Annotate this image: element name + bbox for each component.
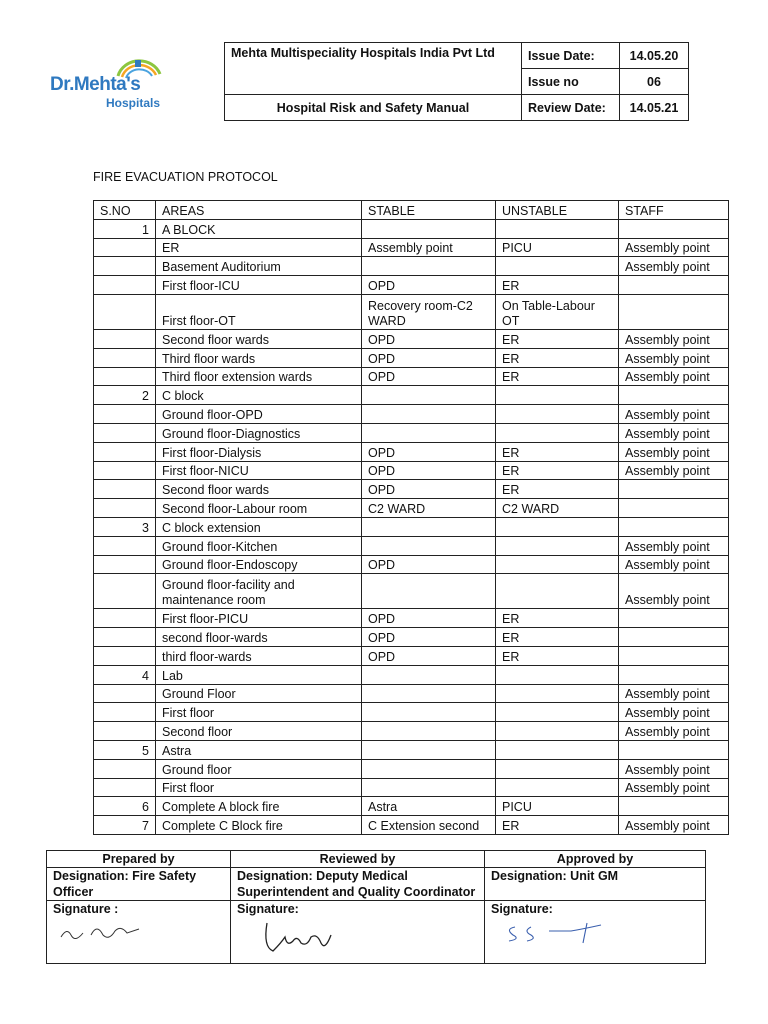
signature-scribble-1 xyxy=(53,917,153,947)
cell-stable xyxy=(362,257,496,276)
cell-staff xyxy=(619,386,729,405)
issue-no-label: Issue no xyxy=(522,69,620,95)
cell-area: Third floor wards xyxy=(156,348,362,367)
cell-staff xyxy=(619,665,729,684)
cell-unstable xyxy=(496,405,619,424)
approved-by-heading: Approved by xyxy=(485,851,706,868)
cell-area: First floor-OT xyxy=(156,294,362,329)
issue-no-value: 06 xyxy=(620,69,689,95)
cell-sno xyxy=(94,367,156,386)
col-header-sno: S.NO xyxy=(94,201,156,220)
cell-sno xyxy=(94,405,156,424)
cell-sno xyxy=(94,348,156,367)
cell-stable xyxy=(362,722,496,741)
col-header-unstable: UNSTABLE xyxy=(496,201,619,220)
cell-area: Astra xyxy=(156,740,362,759)
cell-unstable: ER xyxy=(496,367,619,386)
table-row xyxy=(94,740,729,759)
table-row xyxy=(94,367,729,386)
cell-stable xyxy=(362,778,496,797)
approved-signature-label: Signature: xyxy=(491,902,553,916)
table-row xyxy=(94,722,729,741)
table-row xyxy=(94,276,729,295)
cell-stable: C Extension second xyxy=(362,816,496,835)
table-row xyxy=(94,555,729,574)
cell-unstable: PICU xyxy=(496,797,619,816)
cell-area: Ground floor-facility and maintenance room xyxy=(156,574,362,609)
cell-sno: 7 xyxy=(94,816,156,835)
cell-stable xyxy=(362,665,496,684)
table-row xyxy=(94,778,729,797)
table-row xyxy=(94,348,729,367)
cell-area: First floor xyxy=(156,703,362,722)
cell-area: First floor-Dialysis xyxy=(156,442,362,461)
cell-staff: Assembly point xyxy=(619,423,729,442)
cell-area: Ground floor-Diagnostics xyxy=(156,423,362,442)
table-row xyxy=(94,684,729,703)
cell-stable: OPD xyxy=(362,461,496,480)
cell-unstable xyxy=(496,517,619,536)
cell-staff: Assembly point xyxy=(619,405,729,424)
cell-area: Second floor wards xyxy=(156,480,362,499)
cell-stable xyxy=(362,423,496,442)
cell-sno xyxy=(94,646,156,665)
prepared-designation: Designation: Fire Safety Officer xyxy=(47,868,231,901)
approved-signature-cell xyxy=(485,901,706,964)
cell-staff: Assembly point xyxy=(619,574,729,609)
cell-unstable: PICU xyxy=(496,238,619,257)
cell-staff: Assembly point xyxy=(619,536,729,555)
table-row xyxy=(94,405,729,424)
cell-stable xyxy=(362,703,496,722)
cell-unstable: ER xyxy=(496,480,619,499)
cell-unstable: C2 WARD xyxy=(496,499,619,518)
cell-staff xyxy=(619,797,729,816)
prepared-by-heading: Prepared by xyxy=(47,851,231,868)
table-row xyxy=(94,257,729,276)
approval-table xyxy=(46,850,706,964)
cell-unstable: On Table-Labour OT xyxy=(496,294,619,329)
cell-area: C block xyxy=(156,386,362,405)
cell-area: First floor-PICU xyxy=(156,609,362,628)
table-row xyxy=(94,442,729,461)
cell-staff: Assembly point xyxy=(619,238,729,257)
cell-area: Third floor extension wards xyxy=(156,367,362,386)
cell-stable: OPD xyxy=(362,348,496,367)
cell-area: Second floor wards xyxy=(156,329,362,348)
cell-staff: Assembly point xyxy=(619,257,729,276)
cell-area: ER xyxy=(156,238,362,257)
cell-sno: 6 xyxy=(94,797,156,816)
cell-staff xyxy=(619,480,729,499)
cell-sno xyxy=(94,628,156,647)
table-row xyxy=(94,294,729,329)
cell-sno: 1 xyxy=(94,219,156,238)
table-row xyxy=(94,219,729,238)
cell-area: Complete A block fire xyxy=(156,797,362,816)
table-row xyxy=(94,499,729,518)
issue-date-label: Issue Date: xyxy=(522,43,620,69)
cell-area: C block extension xyxy=(156,517,362,536)
cell-unstable xyxy=(496,722,619,741)
company-name: Mehta Multispeciality Hospitals India Pvt Ltd xyxy=(225,43,522,95)
cell-sno: 3 xyxy=(94,517,156,536)
cell-unstable: ER xyxy=(496,461,619,480)
cell-staff xyxy=(619,609,729,628)
cell-staff xyxy=(619,628,729,647)
cell-stable: OPD xyxy=(362,628,496,647)
cell-sno xyxy=(94,461,156,480)
cell-staff xyxy=(619,276,729,295)
cell-sno xyxy=(94,684,156,703)
cell-unstable xyxy=(496,778,619,797)
cell-area: First floor xyxy=(156,778,362,797)
protocol-title: FIRE EVACUATION PROTOCOL xyxy=(93,170,278,184)
cell-stable: OPD xyxy=(362,480,496,499)
cell-stable xyxy=(362,574,496,609)
cell-area: Basement Auditorium xyxy=(156,257,362,276)
cell-staff: Assembly point xyxy=(619,703,729,722)
cell-staff: Assembly point xyxy=(619,759,729,778)
table-row xyxy=(94,574,729,609)
cell-staff: Assembly point xyxy=(619,816,729,835)
table-row xyxy=(94,517,729,536)
cell-area: Ground floor-OPD xyxy=(156,405,362,424)
cell-unstable xyxy=(496,536,619,555)
table-row xyxy=(94,646,729,665)
cell-unstable: ER xyxy=(496,348,619,367)
cell-sno xyxy=(94,480,156,499)
table-row xyxy=(94,536,729,555)
cell-staff: Assembly point xyxy=(619,684,729,703)
cell-sno xyxy=(94,536,156,555)
cell-area: third floor-wards xyxy=(156,646,362,665)
cell-sno xyxy=(94,759,156,778)
table-row xyxy=(94,665,729,684)
cell-stable: C2 WARD xyxy=(362,499,496,518)
cell-unstable: ER xyxy=(496,329,619,348)
cell-area: Ground floor-Kitchen xyxy=(156,536,362,555)
cell-sno xyxy=(94,423,156,442)
cell-unstable: ER xyxy=(496,628,619,647)
cell-sno: 2 xyxy=(94,386,156,405)
prepared-signature-cell xyxy=(47,901,231,964)
issue-date-value: 14.05.20 xyxy=(620,43,689,69)
approved-designation: Designation: Unit GM xyxy=(485,868,706,901)
cell-area: Second floor xyxy=(156,722,362,741)
table-row xyxy=(94,609,729,628)
cell-sno xyxy=(94,257,156,276)
cell-staff xyxy=(619,294,729,329)
cell-area: Complete C Block fire xyxy=(156,816,362,835)
cell-unstable xyxy=(496,555,619,574)
cell-area: Ground Floor xyxy=(156,684,362,703)
table-row xyxy=(94,238,729,257)
cell-staff: Assembly point xyxy=(619,329,729,348)
cell-staff xyxy=(619,740,729,759)
cell-unstable xyxy=(496,257,619,276)
cell-unstable: ER xyxy=(496,609,619,628)
cell-sno: 4 xyxy=(94,665,156,684)
cell-sno xyxy=(94,442,156,461)
table-row xyxy=(94,628,729,647)
cell-sno xyxy=(94,238,156,257)
cell-stable xyxy=(362,536,496,555)
cell-area: Lab xyxy=(156,665,362,684)
manual-name: Hospital Risk and Safety Manual xyxy=(225,95,522,121)
review-date-label: Review Date: xyxy=(522,95,620,121)
cell-sno xyxy=(94,722,156,741)
cell-unstable xyxy=(496,423,619,442)
cell-sno xyxy=(94,703,156,722)
cell-staff: Assembly point xyxy=(619,555,729,574)
cell-area: Second floor-Labour room xyxy=(156,499,362,518)
cell-sno xyxy=(94,609,156,628)
cell-sno xyxy=(94,294,156,329)
cell-area: Ground floor-Endoscopy xyxy=(156,555,362,574)
document-header-table xyxy=(224,42,689,121)
prepared-signature-label: Signature : xyxy=(53,902,119,916)
cell-stable: Recovery room-C2 WARD xyxy=(362,294,496,329)
cell-staff: Assembly point xyxy=(619,778,729,797)
cell-stable: OPD xyxy=(362,646,496,665)
cell-staff: Assembly point xyxy=(619,367,729,386)
table-row xyxy=(94,423,729,442)
cell-sno xyxy=(94,574,156,609)
col-header-staff: STAFF xyxy=(619,201,729,220)
cell-staff xyxy=(619,646,729,665)
cell-unstable xyxy=(496,386,619,405)
table-row xyxy=(94,329,729,348)
review-date-value: 14.05.21 xyxy=(620,95,689,121)
signature-scribble-3 xyxy=(491,917,621,947)
cell-staff xyxy=(619,499,729,518)
cell-sno xyxy=(94,778,156,797)
logo-text: Dr.Mehta's xyxy=(50,74,141,95)
table-row xyxy=(94,703,729,722)
cell-unstable xyxy=(496,759,619,778)
cell-area: second floor-wards xyxy=(156,628,362,647)
cell-stable xyxy=(362,517,496,536)
logo-subtext: Hospitals xyxy=(106,96,161,110)
cell-staff: Assembly point xyxy=(619,461,729,480)
table-row xyxy=(94,461,729,480)
cell-stable: OPD xyxy=(362,609,496,628)
evacuation-table xyxy=(93,200,729,835)
cell-area: First floor-ICU xyxy=(156,276,362,295)
table-header-row xyxy=(94,201,729,220)
cell-staff: Assembly point xyxy=(619,442,729,461)
cell-stable xyxy=(362,386,496,405)
cell-sno xyxy=(94,555,156,574)
col-header-areas: AREAS xyxy=(156,201,362,220)
cell-stable xyxy=(362,684,496,703)
cell-stable: Astra xyxy=(362,797,496,816)
cell-stable xyxy=(362,219,496,238)
reviewed-signature-cell xyxy=(231,901,485,964)
cell-stable xyxy=(362,405,496,424)
cell-staff xyxy=(619,517,729,536)
table-row xyxy=(94,386,729,405)
reviewed-signature-label: Signature: xyxy=(237,902,299,916)
cell-unstable: ER xyxy=(496,646,619,665)
cell-stable: OPD xyxy=(362,555,496,574)
cell-stable xyxy=(362,740,496,759)
cell-unstable xyxy=(496,740,619,759)
hospital-logo xyxy=(48,52,168,112)
table-row xyxy=(94,797,729,816)
cell-stable: OPD xyxy=(362,276,496,295)
cell-unstable xyxy=(496,574,619,609)
cell-stable: OPD xyxy=(362,442,496,461)
cell-stable: OPD xyxy=(362,367,496,386)
cell-unstable: ER xyxy=(496,442,619,461)
cell-sno xyxy=(94,499,156,518)
signature-scribble-2 xyxy=(237,917,347,957)
cell-staff xyxy=(619,219,729,238)
cell-staff: Assembly point xyxy=(619,348,729,367)
cell-unstable xyxy=(496,703,619,722)
reviewed-designation: Designation: Deputy Medical Superintendent and Quality Coordinator xyxy=(231,868,485,901)
cell-sno xyxy=(94,276,156,295)
cell-unstable xyxy=(496,219,619,238)
cell-unstable: ER xyxy=(496,276,619,295)
cell-unstable: ER xyxy=(496,816,619,835)
cell-unstable xyxy=(496,665,619,684)
table-row xyxy=(94,759,729,778)
cell-sno xyxy=(94,329,156,348)
cell-staff: Assembly point xyxy=(619,722,729,741)
cell-area: A BLOCK xyxy=(156,219,362,238)
table-row xyxy=(94,816,729,835)
cell-sno: 5 xyxy=(94,740,156,759)
cell-stable: Assembly point xyxy=(362,238,496,257)
cell-stable: OPD xyxy=(362,329,496,348)
cell-area: First floor-NICU xyxy=(156,461,362,480)
col-header-stable: STABLE xyxy=(362,201,496,220)
cell-area: Ground floor xyxy=(156,759,362,778)
cell-unstable xyxy=(496,684,619,703)
reviewed-by-heading: Reviewed by xyxy=(231,851,485,868)
cell-stable xyxy=(362,759,496,778)
table-row xyxy=(94,480,729,499)
